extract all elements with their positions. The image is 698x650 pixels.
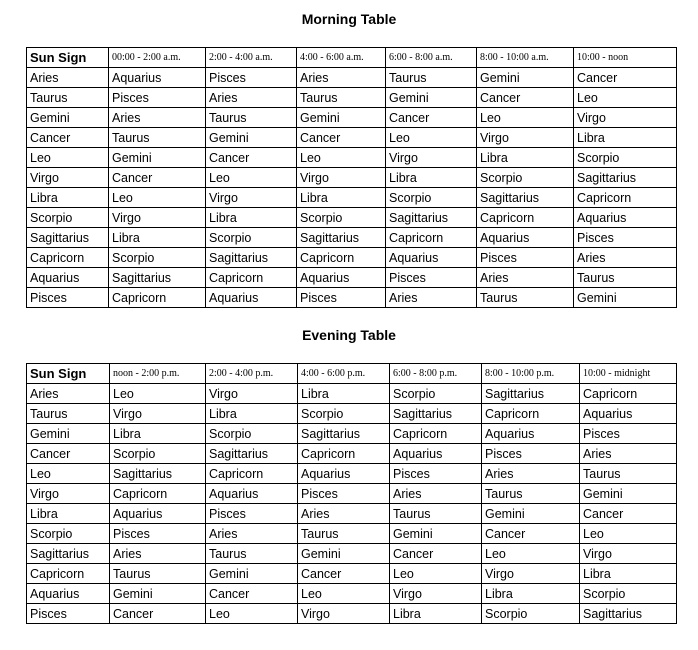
rising-sign-cell: Taurus — [110, 564, 206, 584]
sun-sign-cell: Gemini — [27, 108, 109, 128]
rising-sign-cell: Scorpio — [110, 444, 206, 464]
sun-sign-cell: Aquarius — [27, 268, 109, 288]
table-row — [27, 504, 677, 524]
rising-sign-cell: Sagittarius — [206, 444, 298, 464]
rising-sign-cell: Virgo — [206, 384, 298, 404]
morning-header-time-slot: 00:00 - 2:00 a.m. — [109, 48, 206, 68]
evening-table-title: Evening Table — [302, 327, 396, 343]
morning-header-sun-sign: Sun Sign — [27, 48, 109, 68]
rising-sign-cell: Leo — [298, 584, 390, 604]
rising-sign-cell: Leo — [390, 564, 482, 584]
rising-sign-cell: Scorpio — [206, 424, 298, 444]
rising-sign-cell: Scorpio — [297, 208, 386, 228]
rising-sign-cell: Taurus — [477, 288, 574, 308]
sun-sign-cell: Pisces — [27, 604, 110, 624]
table-row — [27, 524, 677, 544]
rising-sign-cell: Cancer — [390, 544, 482, 564]
sun-sign-cell: Taurus — [27, 88, 109, 108]
rising-sign-cell: Capricorn — [298, 444, 390, 464]
rising-sign-cell: Pisces — [386, 268, 477, 288]
rising-sign-cell: Aquarius — [206, 484, 298, 504]
sun-sign-cell: Sagittarius — [27, 228, 109, 248]
rising-sign-cell: Pisces — [482, 444, 580, 464]
rising-sign-cell: Libra — [390, 604, 482, 624]
rising-sign-cell: Pisces — [206, 68, 297, 88]
rising-sign-cell: Sagittarius — [110, 464, 206, 484]
rising-sign-cell: Scorpio — [206, 228, 297, 248]
sun-sign-cell: Cancer — [27, 128, 109, 148]
rising-sign-cell: Pisces — [298, 484, 390, 504]
table-row — [27, 484, 677, 504]
rising-sign-cell: Capricorn — [110, 484, 206, 504]
rising-sign-cell: Taurus — [482, 484, 580, 504]
rising-sign-cell: Leo — [386, 128, 477, 148]
rising-sign-cell: Virgo — [206, 188, 297, 208]
rising-sign-cell: Cancer — [482, 524, 580, 544]
evening-header-time-slot: 10:00 - midnight — [580, 364, 677, 384]
rising-sign-cell: Leo — [206, 604, 298, 624]
rising-sign-cell: Taurus — [390, 504, 482, 524]
rising-sign-cell: Sagittarius — [482, 384, 580, 404]
rising-sign-cell: Pisces — [206, 504, 298, 524]
rising-sign-cell: Capricorn — [109, 288, 206, 308]
rising-sign-cell: Cancer — [580, 504, 677, 524]
rising-sign-cell: Pisces — [580, 424, 677, 444]
rising-sign-cell: Aquarius — [390, 444, 482, 464]
rising-sign-cell: Taurus — [574, 268, 677, 288]
rising-sign-cell: Gemini — [206, 128, 297, 148]
rising-sign-cell: Pisces — [477, 248, 574, 268]
rising-sign-cell: Libra — [574, 128, 677, 148]
rising-sign-cell: Capricorn — [390, 424, 482, 444]
table-row — [27, 464, 677, 484]
table-row — [27, 108, 677, 128]
rising-sign-cell: Pisces — [109, 88, 206, 108]
rising-sign-cell: Scorpio — [482, 604, 580, 624]
rising-sign-cell: Aquarius — [477, 228, 574, 248]
table-row — [27, 584, 677, 604]
rising-sign-cell: Scorpio — [298, 404, 390, 424]
morning-table-title: Morning Table — [301, 11, 397, 27]
table-row — [27, 248, 677, 268]
rising-sign-cell: Aries — [386, 288, 477, 308]
rising-sign-cell: Leo — [574, 88, 677, 108]
rising-sign-cell: Leo — [297, 148, 386, 168]
rising-sign-cell: Sagittarius — [297, 228, 386, 248]
rising-sign-cell: Taurus — [297, 88, 386, 108]
sun-sign-cell: Virgo — [27, 168, 109, 188]
rising-sign-cell: Capricorn — [386, 228, 477, 248]
sun-sign-cell: Aries — [27, 68, 109, 88]
rising-sign-cell: Leo — [110, 384, 206, 404]
sun-sign-cell: Taurus — [27, 404, 110, 424]
rising-sign-cell: Gemini — [298, 544, 390, 564]
rising-sign-cell: Scorpio — [109, 248, 206, 268]
rising-sign-cell: Cancer — [298, 564, 390, 584]
table-row — [27, 68, 677, 88]
evening-header-time-slot: noon - 2:00 p.m. — [110, 364, 206, 384]
rising-sign-cell: Aries — [110, 544, 206, 564]
rising-sign-cell: Cancer — [297, 128, 386, 148]
rising-sign-cell: Aries — [297, 68, 386, 88]
table-row — [27, 188, 677, 208]
rising-sign-cell: Aries — [206, 524, 298, 544]
rising-sign-cell: Taurus — [386, 68, 477, 88]
sun-sign-cell: Capricorn — [27, 564, 110, 584]
rising-sign-cell: Aquarius — [110, 504, 206, 524]
rising-sign-cell: Capricorn — [477, 208, 574, 228]
rising-sign-cell: Aquarius — [386, 248, 477, 268]
rising-sign-cell: Aquarius — [206, 288, 297, 308]
rising-sign-cell: Gemini — [477, 68, 574, 88]
rising-sign-cell: Libra — [109, 228, 206, 248]
rising-sign-cell: Cancer — [386, 108, 477, 128]
sun-sign-cell: Leo — [27, 464, 110, 484]
morning-table — [26, 47, 677, 308]
rising-sign-cell: Aquarius — [298, 464, 390, 484]
rising-sign-cell: Virgo — [109, 208, 206, 228]
rising-sign-cell: Cancer — [206, 584, 298, 604]
sun-sign-cell: Scorpio — [27, 208, 109, 228]
sun-sign-cell: Pisces — [27, 288, 109, 308]
rising-sign-cell: Capricorn — [206, 268, 297, 288]
rising-sign-cell: Aries — [390, 484, 482, 504]
evening-header-time-slot: 2:00 - 4:00 p.m. — [206, 364, 298, 384]
morning-header-row — [27, 48, 677, 68]
rising-sign-cell: Sagittarius — [206, 248, 297, 268]
rising-sign-cell: Sagittarius — [580, 604, 677, 624]
rising-sign-cell: Virgo — [298, 604, 390, 624]
rising-sign-cell: Sagittarius — [109, 268, 206, 288]
rising-sign-cell: Capricorn — [574, 188, 677, 208]
rising-sign-cell: Pisces — [110, 524, 206, 544]
rising-sign-cell: Pisces — [297, 288, 386, 308]
rising-sign-cell: Capricorn — [297, 248, 386, 268]
rising-sign-cell: Virgo — [574, 108, 677, 128]
rising-sign-cell: Aquarius — [297, 268, 386, 288]
rising-sign-cell: Gemini — [206, 564, 298, 584]
rising-sign-cell: Virgo — [386, 148, 477, 168]
rising-sign-cell: Sagittarius — [574, 168, 677, 188]
rising-sign-cell: Leo — [109, 188, 206, 208]
rising-sign-cell: Taurus — [206, 544, 298, 564]
rising-sign-cell: Leo — [206, 168, 297, 188]
table-row — [27, 404, 677, 424]
rising-sign-cell: Libra — [386, 168, 477, 188]
rising-sign-cell: Virgo — [110, 404, 206, 424]
rising-sign-cell: Virgo — [580, 544, 677, 564]
rising-sign-cell: Gemini — [574, 288, 677, 308]
rising-sign-cell: Libra — [482, 584, 580, 604]
rising-sign-cell: Cancer — [477, 88, 574, 108]
rising-sign-cell: Libra — [110, 424, 206, 444]
sun-sign-cell: Sagittarius — [27, 544, 110, 564]
rising-sign-cell: Virgo — [297, 168, 386, 188]
rising-sign-cell: Libra — [298, 384, 390, 404]
rising-sign-cell: Cancer — [109, 168, 206, 188]
table-row — [27, 444, 677, 464]
rising-sign-cell: Gemini — [580, 484, 677, 504]
rising-sign-cell: Leo — [482, 544, 580, 564]
evening-table — [26, 363, 677, 624]
sun-sign-cell: Leo — [27, 148, 109, 168]
sun-sign-cell: Scorpio — [27, 524, 110, 544]
rising-sign-cell: Taurus — [206, 108, 297, 128]
table-row — [27, 564, 677, 584]
rising-sign-cell: Scorpio — [390, 384, 482, 404]
rising-sign-cell: Virgo — [390, 584, 482, 604]
sun-sign-cell: Aries — [27, 384, 110, 404]
rising-sign-cell: Aries — [477, 268, 574, 288]
table-row — [27, 604, 677, 624]
rising-sign-cell: Scorpio — [386, 188, 477, 208]
rising-sign-cell: Aries — [574, 248, 677, 268]
rising-sign-cell: Scorpio — [580, 584, 677, 604]
sun-sign-cell: Libra — [27, 504, 110, 524]
table-row — [27, 268, 677, 288]
table-row — [27, 128, 677, 148]
rising-sign-cell: Aries — [482, 464, 580, 484]
rising-sign-cell: Taurus — [109, 128, 206, 148]
evening-header-sun-sign: Sun Sign — [27, 364, 110, 384]
table-row — [27, 288, 677, 308]
rising-sign-cell: Gemini — [390, 524, 482, 544]
rising-sign-cell: Sagittarius — [298, 424, 390, 444]
table-row — [27, 148, 677, 168]
rising-sign-cell: Libra — [580, 564, 677, 584]
rising-sign-cell: Taurus — [298, 524, 390, 544]
rising-sign-cell: Taurus — [580, 464, 677, 484]
rising-sign-cell: Sagittarius — [390, 404, 482, 424]
rising-sign-cell: Capricorn — [580, 384, 677, 404]
evening-header-time-slot: 8:00 - 10:00 p.m. — [482, 364, 580, 384]
evening-header-time-slot: 6:00 - 8:00 p.m. — [390, 364, 482, 384]
table-row — [27, 228, 677, 248]
rising-sign-cell: Aquarius — [574, 208, 677, 228]
rising-sign-cell: Leo — [477, 108, 574, 128]
rising-sign-cell: Sagittarius — [477, 188, 574, 208]
sun-sign-cell: Libra — [27, 188, 109, 208]
table-row — [27, 384, 677, 404]
sun-sign-cell: Aquarius — [27, 584, 110, 604]
rising-sign-cell: Cancer — [110, 604, 206, 624]
rising-sign-cell: Libra — [477, 148, 574, 168]
rising-sign-cell: Aries — [109, 108, 206, 128]
sun-sign-cell: Cancer — [27, 444, 110, 464]
rising-sign-cell: Libra — [297, 188, 386, 208]
rising-sign-cell: Aries — [580, 444, 677, 464]
rising-sign-cell: Cancer — [574, 68, 677, 88]
rising-sign-cell: Virgo — [482, 564, 580, 584]
rising-sign-cell: Aquarius — [109, 68, 206, 88]
rising-sign-cell: Leo — [580, 524, 677, 544]
rising-sign-cell: Gemini — [297, 108, 386, 128]
table-row — [27, 88, 677, 108]
rising-sign-cell: Sagittarius — [386, 208, 477, 228]
evening-header-time-slot: 4:00 - 6:00 p.m. — [298, 364, 390, 384]
sun-sign-cell: Capricorn — [27, 248, 109, 268]
sun-sign-cell: Gemini — [27, 424, 110, 444]
table-row — [27, 544, 677, 564]
rising-sign-cell: Pisces — [390, 464, 482, 484]
rising-sign-cell: Cancer — [206, 148, 297, 168]
rising-sign-cell: Pisces — [574, 228, 677, 248]
rising-sign-cell: Capricorn — [206, 464, 298, 484]
evening-header-row — [27, 364, 677, 384]
rising-sign-cell: Scorpio — [477, 168, 574, 188]
morning-header-time-slot: 2:00 - 4:00 a.m. — [206, 48, 297, 68]
rising-sign-cell: Gemini — [109, 148, 206, 168]
rising-sign-cell: Aquarius — [482, 424, 580, 444]
rising-sign-cell: Gemini — [482, 504, 580, 524]
rising-sign-cell: Aquarius — [580, 404, 677, 424]
rising-sign-cell: Aries — [206, 88, 297, 108]
morning-header-time-slot: 6:00 - 8:00 a.m. — [386, 48, 477, 68]
morning-header-time-slot: 8:00 - 10:00 a.m. — [477, 48, 574, 68]
rising-sign-cell: Virgo — [477, 128, 574, 148]
rising-sign-cell: Libra — [206, 208, 297, 228]
table-row — [27, 424, 677, 444]
morning-header-time-slot: 4:00 - 6:00 a.m. — [297, 48, 386, 68]
rising-sign-cell: Aries — [298, 504, 390, 524]
table-row — [27, 208, 677, 228]
table-row — [27, 168, 677, 188]
rising-sign-cell: Scorpio — [574, 148, 677, 168]
rising-sign-cell: Libra — [206, 404, 298, 424]
rising-sign-cell: Gemini — [386, 88, 477, 108]
sun-sign-cell: Virgo — [27, 484, 110, 504]
morning-header-time-slot: 10:00 - noon — [574, 48, 677, 68]
rising-sign-cell: Gemini — [110, 584, 206, 604]
rising-sign-cell: Capricorn — [482, 404, 580, 424]
